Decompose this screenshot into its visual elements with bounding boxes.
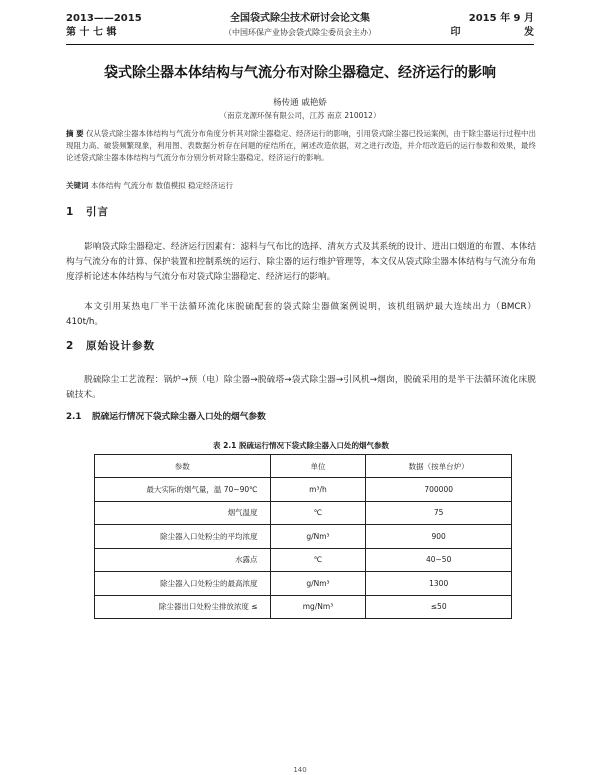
table-row [95, 501, 512, 525]
section-title: 原始设计参数 [86, 340, 155, 352]
header-volume: 第 十 七 辑 [66, 27, 117, 38]
value-cell: ≤50 [366, 595, 512, 619]
intro-paragraph-2: 本文引用某热电厂半干法循环流化床脱硫配套的袋式除尘器做案例说明，该机组锅炉最大连续出力（BMCR）410t/h。 [66, 302, 536, 327]
param-cell: 除尘器出口处粉尘排放浓度 ≤ [95, 595, 271, 619]
unit-cell: mg/Nm³ [270, 595, 366, 619]
authors: 杨传通 戚艳娇 [273, 98, 327, 108]
header-issue [66, 12, 142, 40]
value-cell: 75 [366, 501, 512, 525]
running-header [66, 10, 564, 45]
keywords-text: 本体结构 气流分布 数值模拟 稳定经济运行 [90, 181, 234, 190]
header-unit: 单位 [270, 455, 366, 478]
abstract-text: 仅从袋式除尘器本体结构与气流分布角度分析其对除尘器稳定、经济运行的影响，引用袋式除尘器已投运案例，由于除尘器运行过程中出现阻力高、破袋频繁现象，利用图、表数据分析存在问题的症结所在，阐述改造依据，对之进行改造，并介绍改造后的运行参数和效果，最终论述袋式除尘器本体结构与气流分布分别分析对除尘器稳定、经济运行的影响。 [66, 129, 537, 162]
abstract [66, 128, 536, 164]
param-cell: 除尘器入口处粉尘的平均浓度 [95, 525, 271, 549]
intro-paragraph-1: 影响袋式除尘器稳定、经济运行因素有：滤料与气布比的选择、清灰方式及其系统的设计、进出口烟道的布置、本体结构与气流分布的计算、保护装置和控制系统的运行、除尘器的运行维护管理等，本文仅从袋式除尘器本体结构与气流分布角度浮析论述本体结构与气流分布对袋式除尘器稳定、经济运行的影响。 [66, 242, 536, 282]
header-journal [186, 12, 414, 40]
header-param: 参数 [95, 455, 271, 478]
keywords [66, 180, 536, 191]
unit-cell: m³/h [270, 478, 366, 502]
abstract-label: 摘 要 [66, 129, 84, 138]
section-number: 1 [66, 206, 75, 218]
value-cell: 40~50 [366, 548, 512, 572]
section-number: 2 [66, 340, 75, 352]
table-row [95, 478, 512, 502]
section-title: 引言 [86, 206, 109, 218]
flue-gas-parameters-table [94, 454, 512, 619]
header-printed: 印 发 [450, 27, 564, 38]
process-paragraph: 脱硫除尘工艺流程：锅炉→预（电）除尘器→脱硫塔→袋式除尘器→引风机→烟囱，脱硫采用的是半干法循环流化床脱硫技术。 [66, 375, 536, 400]
header-journal-title: 全国袋式除尘技术研讨会论文集 [230, 13, 370, 24]
header-month: 2015 年 9 月 [468, 13, 534, 24]
paper-title: 袋式除尘器本体结构与气流分布对除尘器稳定、经济运行的影响 [104, 65, 496, 81]
subsection-heading [66, 410, 266, 422]
table-row [95, 572, 512, 596]
subsection-number: 2.1 [66, 412, 82, 422]
section-heading-design-parameters [66, 338, 155, 353]
value-cell: 1300 [366, 572, 512, 596]
header-years: 2013——2015 [66, 13, 142, 24]
table-caption: 表 2.1 脱硫运行情况下袋式除尘器入口处的烟气参数 [212, 441, 389, 450]
table-header-row [95, 455, 512, 478]
param-cell: 水露点 [95, 548, 271, 572]
param-cell: 烟气温度 [95, 501, 271, 525]
unit-cell: g/Nm³ [270, 572, 366, 596]
header-date [450, 12, 564, 40]
unit-cell: ℃ [270, 501, 366, 525]
table-row [95, 548, 512, 572]
affiliation: （南京龙源环保有限公司，江苏 南京 210012） [219, 111, 381, 120]
unit-cell: ℃ [270, 548, 366, 572]
param-cell: 最大实际的烟气量，温 70~90℃ [95, 478, 271, 502]
param-cell: 除尘器入口处粉尘的最高浓度 [95, 572, 271, 596]
header-value: 数据（按单台炉） [366, 455, 512, 478]
value-cell: 900 [366, 525, 512, 549]
header-organizer: （中国环保产业协会袋式除尘委员会主办） [224, 28, 376, 37]
subsection-title: 脱硫运行情况下袋式除尘器入口处的烟气参数 [92, 412, 266, 422]
page-number: 140 [293, 766, 307, 774]
keywords-label: 关键词 [66, 181, 89, 190]
table-row [95, 595, 512, 619]
table-row [95, 525, 512, 549]
unit-cell: g/Nm³ [270, 525, 366, 549]
section-heading-introduction [66, 204, 109, 219]
value-cell: 700000 [366, 478, 512, 502]
